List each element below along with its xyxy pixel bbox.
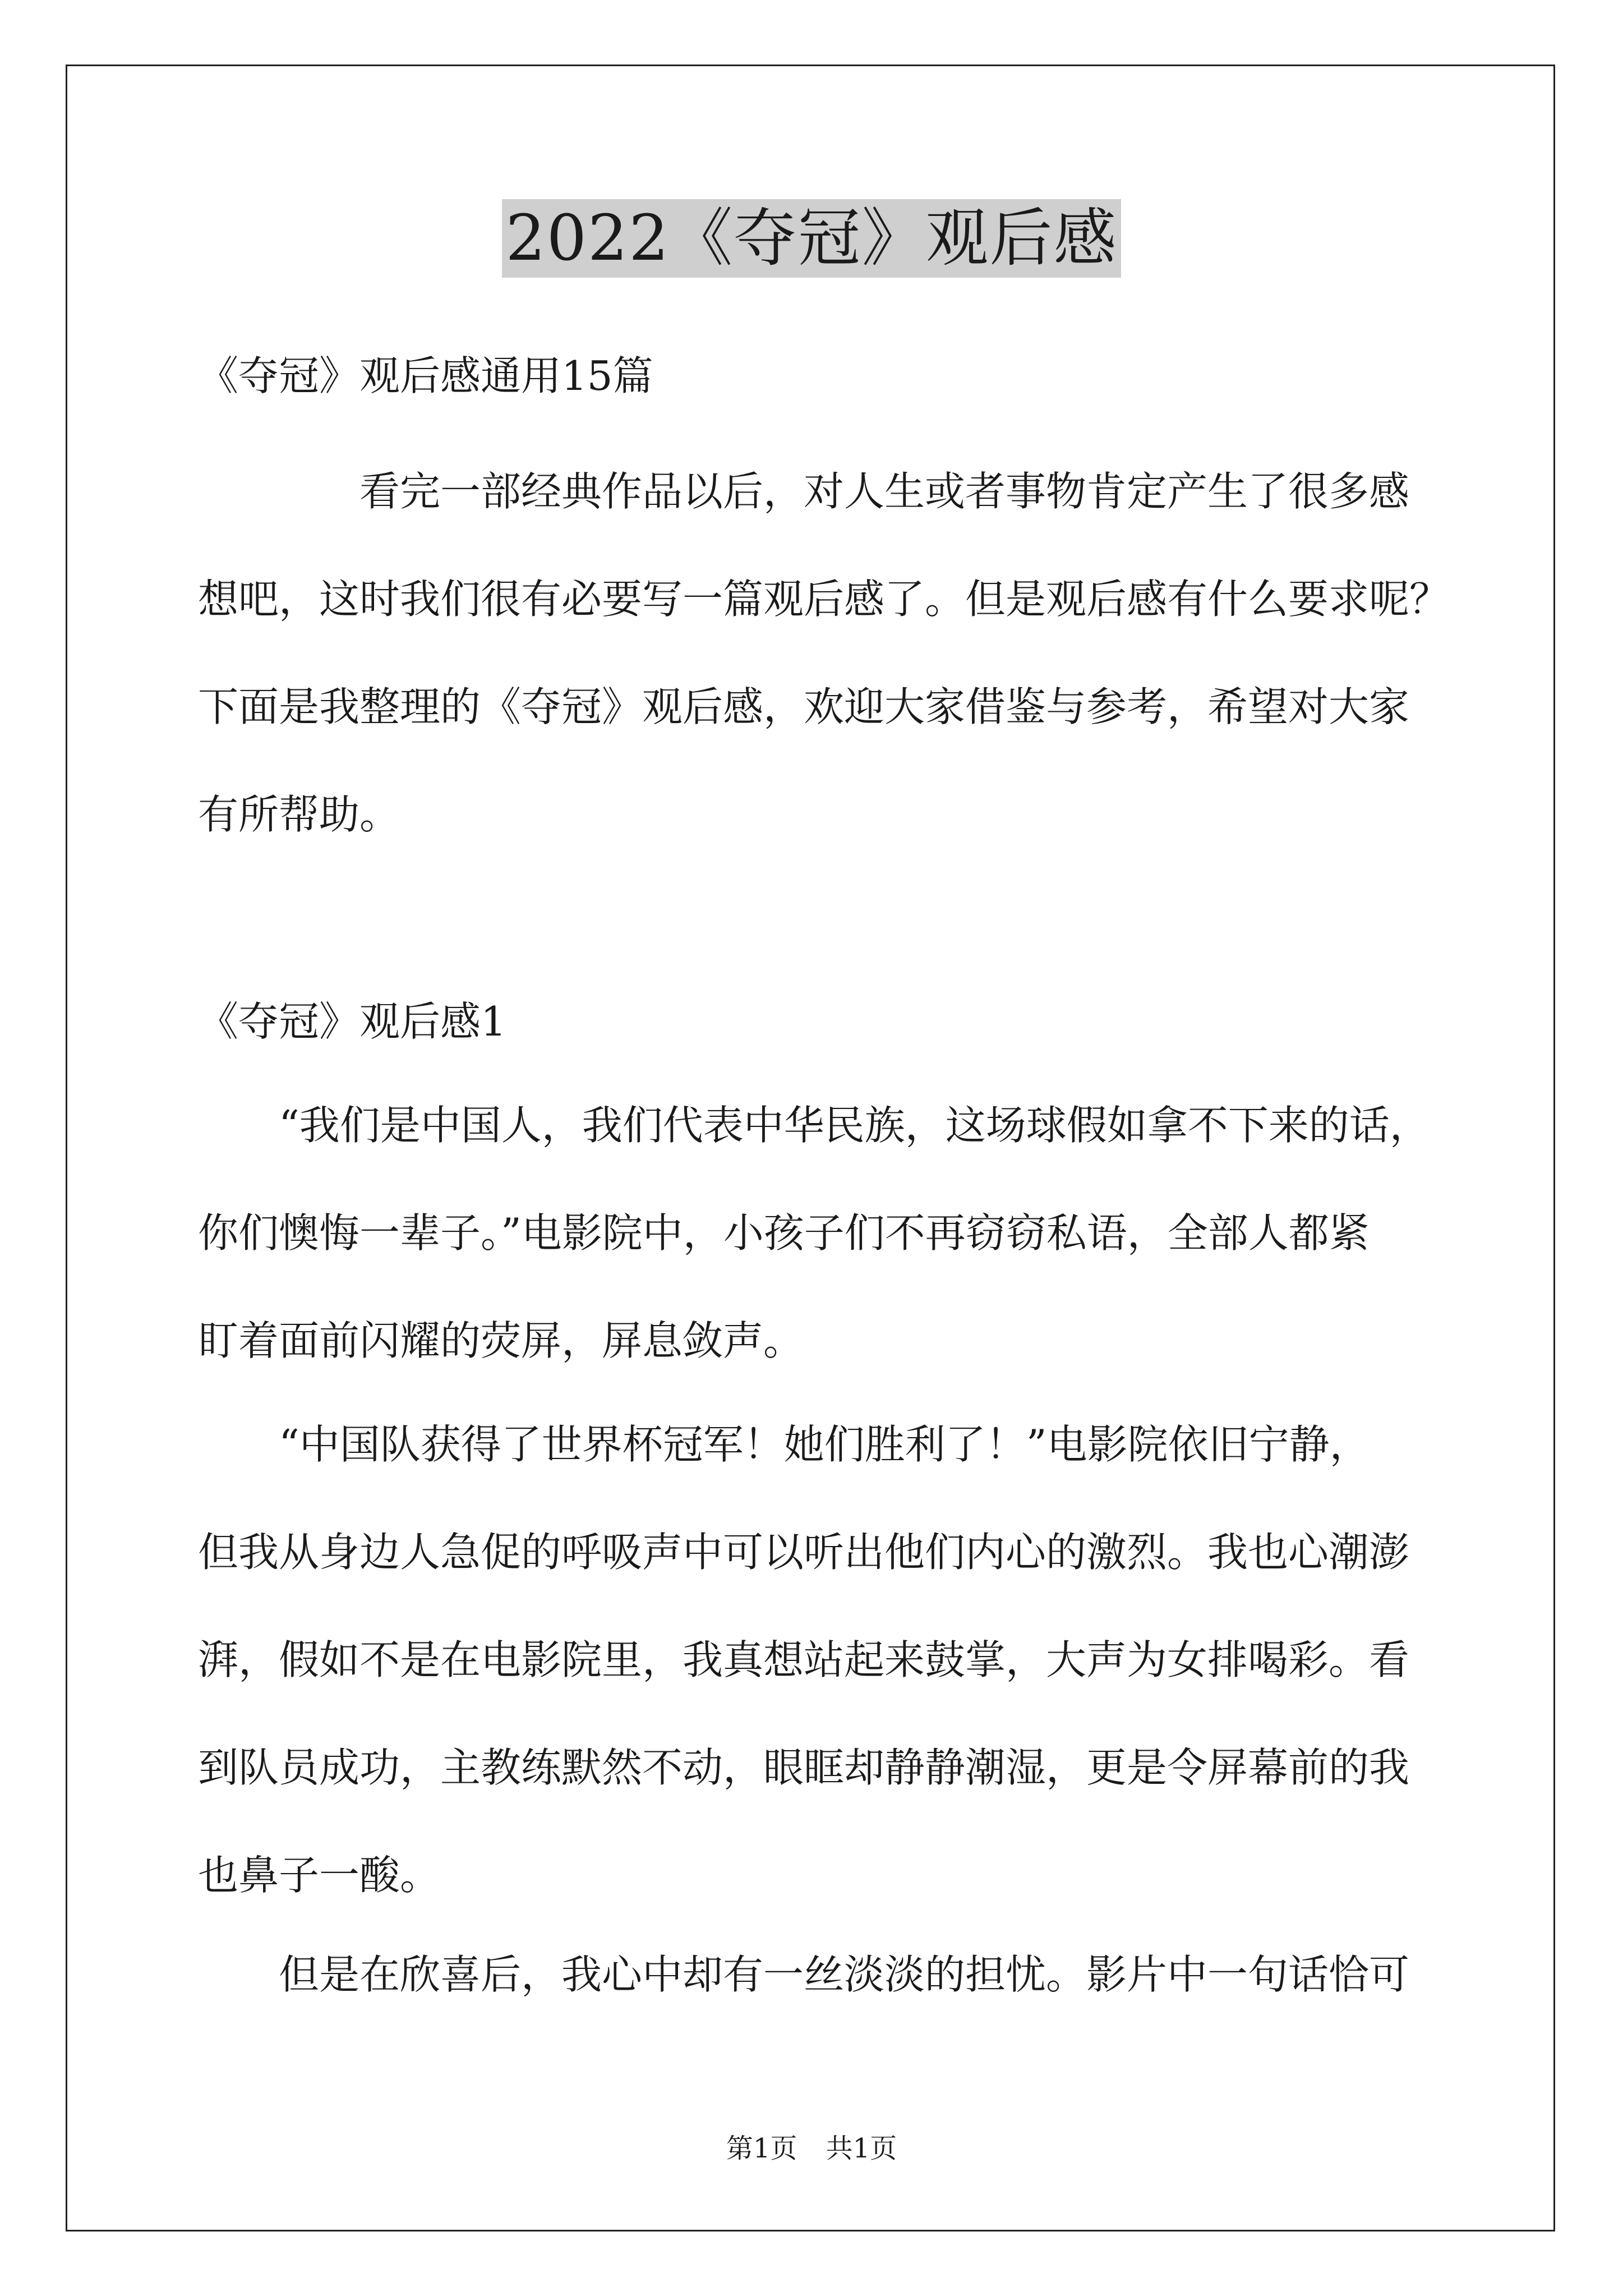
intro-line: 有所帮助。: [198, 791, 400, 838]
title-container: [0, 199, 1623, 278]
page-total: 共1页: [826, 2133, 897, 2164]
page-number: 第1页: [726, 2133, 797, 2164]
paragraph-line: 你们懊悔一辈子。”电影院中，小孩子们不再窃窃私语，全部人都紧: [198, 1209, 1370, 1257]
paragraph-line: 湃，假如不是在电影院里，我真想站起来鼓掌，大声为女排喝彩。看: [198, 1636, 1410, 1683]
paragraph-line: “我们是中国人，我们代表中华民族，这场球假如拿不下来的话，: [279, 1102, 1430, 1149]
paragraph-3: [198, 1921, 1432, 2028]
intro-line: 下面是我整理的《夺冠》观后感，欢迎大家借鉴与参考，希望对大家: [198, 683, 1410, 730]
intro-paragraph: [198, 438, 1450, 868]
intro-line: 看完一部经典作品以后，对人生或者事物肯定产生了很多感: [359, 468, 1410, 515]
document-subtitle: 《夺冠》观后感通用15篇: [198, 352, 653, 399]
page-footer: [0, 2132, 1623, 2165]
paragraph-line: “中国队获得了世界杯冠军！她们胜利了！”电影院依旧宁静，: [279, 1421, 1370, 1468]
paragraph-line: 但是在欣喜后，我心中却有一丝淡淡的担忧。影片中一句话恰可: [279, 1951, 1410, 1998]
paragraph-line: 但我从身边人急促的呼吸声中可以听出他们内心的激烈。我也心潮澎: [198, 1529, 1410, 1576]
paragraph-1: [198, 1071, 1432, 1395]
paragraph-line: 也鼻子一酸。: [198, 1852, 441, 1899]
paragraph-line: 到队员成功，主教练默然不动，眼眶却静静潮湿，更是令屏幕前的我: [198, 1744, 1410, 1791]
section-heading: 《夺冠》观后感1: [198, 998, 506, 1045]
document-title: 2022《夺冠》观后感: [502, 199, 1121, 278]
paragraph-2: [198, 1391, 1432, 1929]
paragraph-line: 盯着面前闪耀的荧屏，屏息敛声。: [198, 1317, 804, 1364]
intro-line: 想吧，这时我们很有必要写一篇观后感了。但是观后感有什么要求呢？: [198, 576, 1450, 623]
